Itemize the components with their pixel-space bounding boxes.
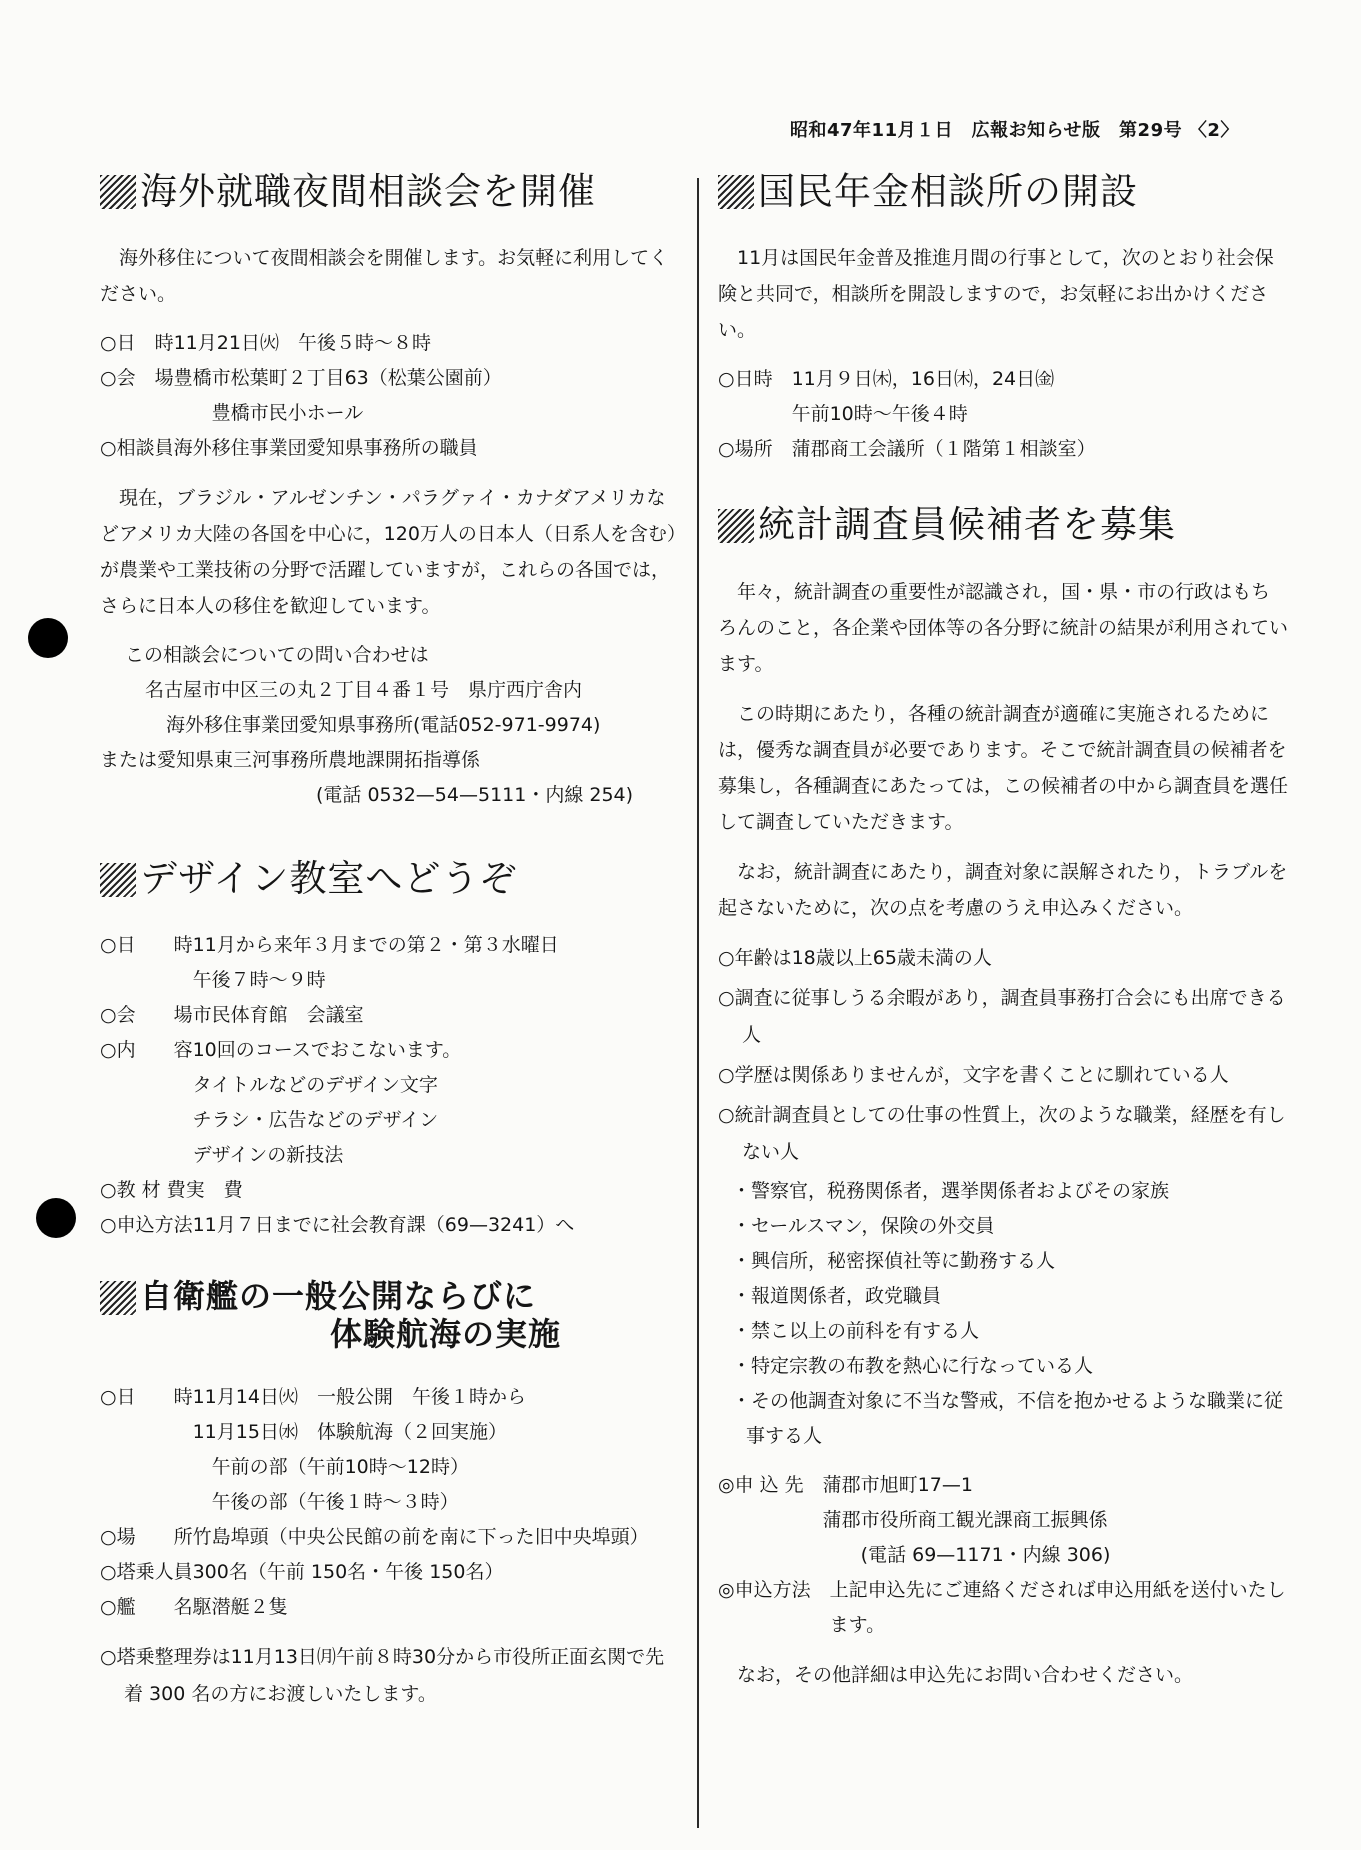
row-value-line: 蒲郡市役所商工観光課商工振興係 bbox=[822, 1508, 1108, 1531]
row-value bbox=[193, 1380, 680, 1520]
intro-text: 海外移住について夜間相談会を開催します。お気軽に利用してください。 bbox=[100, 247, 669, 306]
list-item: ・警察官，税務関係者，選挙関係者およびその家族 bbox=[732, 1179, 1170, 1202]
row-value-line: 駆潜艇２隻 bbox=[192, 1595, 288, 1618]
condition-item: ○統計調査員としての仕事の性質上，次のような職業，経歴を有しない人 bbox=[718, 1103, 1286, 1163]
row-label: ◎申込方法 bbox=[718, 1578, 830, 1601]
list-item: ・報道関係者，政党職員 bbox=[732, 1284, 942, 1307]
section-design-class bbox=[100, 857, 680, 1242]
row-value-line: 市民体育館 会議室 bbox=[192, 1003, 364, 1026]
closing-text: なお，その他詳細は申込先にお問い合わせください。 bbox=[737, 1663, 1194, 1686]
body-text: なお，統計調査にあたり，調査対象に誤解されたり，トラブルを起さないために，次の点を考慮のうえ申込みください。 bbox=[718, 860, 1288, 919]
info-row bbox=[100, 361, 680, 431]
row-label: ○相談員 bbox=[100, 437, 174, 460]
condition-item: ○学歴は関係ありませんが，文字を書くことに馴れている人 bbox=[718, 1063, 1229, 1086]
row-value bbox=[193, 1590, 680, 1625]
row-label: ○日 時 bbox=[100, 1385, 193, 1408]
section-title: 国民年金相談所の開設 bbox=[718, 170, 1288, 214]
info-row bbox=[100, 928, 680, 998]
contact-line: (電話 0532—54—5111・内線 254) bbox=[316, 784, 634, 807]
row-value-line: 豊橋市民小ホール bbox=[173, 402, 364, 425]
row-value-line: 実 費 bbox=[185, 1178, 243, 1201]
contact-line: この相談会についての問い合わせは bbox=[125, 644, 429, 667]
info-row bbox=[100, 326, 680, 361]
row-value bbox=[174, 361, 680, 431]
row-value-line: 蒲郡市旭町17—1 bbox=[822, 1473, 973, 1496]
contact-line: または愛知県東三河事務所農地課開拓指導係 bbox=[100, 749, 481, 772]
row-value bbox=[193, 1033, 680, 1173]
row-value bbox=[792, 432, 1288, 467]
row-value bbox=[823, 1468, 1288, 1573]
row-value-line: 11月14日㈫ 一般公開 午後１時から bbox=[192, 1385, 526, 1408]
row-label: ○日 時 bbox=[100, 933, 193, 956]
condition-item: ○年齢は18歳以上65歳未満の人 bbox=[718, 946, 992, 969]
row-value bbox=[174, 431, 680, 466]
section-title: デザイン教室へどうぞ bbox=[100, 857, 680, 901]
info-rows bbox=[100, 326, 680, 466]
row-value-line: 午前10時〜午後４時 bbox=[791, 403, 968, 426]
row-value bbox=[186, 1173, 680, 1208]
info-row bbox=[100, 1380, 680, 1520]
info-rows bbox=[100, 1380, 680, 1625]
punch-hole bbox=[36, 1198, 76, 1238]
section-title: 海外就職夜間相談会を開催 bbox=[100, 170, 680, 214]
row-value bbox=[174, 326, 680, 361]
list-item: ・セールスマン，保険の外交員 bbox=[732, 1214, 995, 1237]
row-value-line: 午後の部（午後１時〜３時） bbox=[192, 1490, 459, 1513]
info-row bbox=[100, 1520, 680, 1555]
info-row bbox=[100, 1033, 680, 1173]
row-label: ○申込方法 bbox=[100, 1213, 193, 1236]
row-value-line: 10回のコースでおこないます。 bbox=[192, 1038, 462, 1061]
contact-block bbox=[100, 638, 680, 813]
left-column bbox=[100, 170, 680, 1747]
row-value bbox=[830, 1573, 1288, 1643]
condition-item: ○調査に従事しうる余暇があり，調査員事務打合会にも出席できる人 bbox=[718, 986, 1286, 1046]
row-label: ○内 容 bbox=[100, 1038, 193, 1061]
section-pension-consultation bbox=[718, 170, 1288, 467]
row-value-line: 豊橋市松葉町２丁目63（松葉公園前） bbox=[173, 367, 502, 390]
row-label: ○教 材 費 bbox=[100, 1178, 186, 1201]
application-info bbox=[718, 1468, 1288, 1643]
conditions-list bbox=[718, 940, 1288, 1171]
intro-text: 11月は国民年金普及推進月間の行事として，次のとおり社会保険と共同で，相談所を開設しますので，お気軽にお出かけください。 bbox=[718, 247, 1274, 342]
row-label: ○艦 名 bbox=[100, 1595, 193, 1618]
row-value-line: 蒲郡商工会議所（１階第１相談室） bbox=[791, 438, 1096, 461]
section-statistics-recruitment bbox=[718, 503, 1288, 1692]
info-row bbox=[718, 1573, 1288, 1643]
list-item: ・禁こ以上の前科を有する人 bbox=[732, 1319, 980, 1342]
info-row bbox=[718, 362, 1288, 432]
row-value-line: 午前の部（午前10時〜12時） bbox=[192, 1455, 469, 1478]
row-value-line: 11月９日㈭，16日㈭，24日㈮ bbox=[791, 368, 1055, 391]
hatch-icon bbox=[718, 175, 754, 209]
row-value-line: デザインの新技法 bbox=[192, 1143, 344, 1166]
section-overseas-consultation bbox=[100, 170, 680, 813]
info-row bbox=[100, 1590, 680, 1625]
row-value-line: タイトルなどのデザイン文字 bbox=[192, 1073, 438, 1096]
body-text: 現在，ブラジル・アルゼンチン・パラグァイ・カナダアメリカなどアメリカ大陸の各国を中心に，120万人の日本人（日系人を含む）が農業や工業技術の分野で活躍していますが，これらの各国では，さらに日本人の移住を歓迎しています。 bbox=[100, 487, 677, 618]
row-value bbox=[193, 1208, 680, 1243]
row-label: ○日時 bbox=[718, 368, 792, 391]
row-value-line: 300名（午前 150名・午後 150名） bbox=[192, 1560, 504, 1583]
body-text: この時期にあたり，各種の統計調査が適確に実施されるためには，優秀な調査員が必要であります。そこで統計調査員の候補者を募集し，各種調査にあたっては，この候補者の中から調査員を選任して調査していただきます。 bbox=[718, 702, 1289, 833]
hatch-icon bbox=[100, 863, 136, 897]
page-header: 昭和47年11月１日 広報お知らせ版 第29号 〈2〉 bbox=[790, 120, 1239, 141]
section-title: 自衛艦の一般公開ならびに 体験航海の実施 bbox=[100, 1277, 680, 1354]
list-item: ・その他調査対象に不当な警戒，不信を抱かせるような職業に従事する人 bbox=[732, 1389, 1284, 1447]
row-value bbox=[193, 1555, 680, 1590]
hatch-icon bbox=[100, 1281, 136, 1315]
info-row bbox=[100, 998, 680, 1033]
row-value-line: 海外移住事業団愛知県事務所の職員 bbox=[173, 437, 478, 460]
info-row bbox=[100, 1555, 680, 1590]
row-label: ○日 時 bbox=[100, 332, 174, 355]
row-label: ○塔乗人員 bbox=[100, 1560, 193, 1583]
info-row bbox=[718, 1468, 1288, 1573]
row-value bbox=[193, 928, 680, 998]
punch-hole bbox=[28, 618, 68, 658]
row-value bbox=[193, 998, 680, 1033]
row-value-line: チラシ・広告などのデザイン bbox=[192, 1108, 439, 1131]
contact-line: 海外移住事業団愛知県事務所(電話052-971-9974) bbox=[166, 714, 601, 737]
row-value-line: 11月15日㈬ 体験航海（２回実施） bbox=[192, 1420, 507, 1443]
row-value-line: (電話 69—1171・内線 306) bbox=[822, 1543, 1111, 1566]
row-value-line: 11月から来年３月までの第２・第３水曜日 bbox=[192, 933, 559, 956]
hatch-icon bbox=[100, 175, 136, 209]
info-row bbox=[718, 432, 1288, 467]
row-value bbox=[792, 362, 1288, 432]
info-row bbox=[100, 1173, 680, 1208]
row-value-line: 午後７時〜９時 bbox=[192, 968, 326, 991]
row-value bbox=[193, 1520, 680, 1555]
excluded-occupations-list bbox=[718, 1174, 1288, 1454]
info-row bbox=[100, 1208, 680, 1243]
row-value-line: 上記申込先にご連絡くだされば申込用紙を送付いたします。 bbox=[829, 1578, 1286, 1636]
info-rows bbox=[718, 362, 1288, 467]
row-value-line: 11月７日までに社会教育課（69—3241）へ bbox=[192, 1213, 575, 1236]
note-text: ○塔乗整理券は11月13日㈪午前８時30分から市役所正面玄関で先着 300 名の方にお渡しいたします。 bbox=[100, 1645, 665, 1705]
right-column bbox=[718, 170, 1288, 1727]
row-value-line: 11月21日㈫ 午後５時〜８時 bbox=[173, 332, 431, 355]
section-self-defense-ship bbox=[100, 1277, 680, 1713]
info-rows bbox=[100, 928, 680, 1243]
list-item: ・興信所，秘密探偵社等に勤務する人 bbox=[732, 1249, 1056, 1272]
row-value-line: 竹島埠頭（中央公民館の前を南に下った旧中央埠頭） bbox=[192, 1525, 649, 1548]
section-title: 統計調査員候補者を募集 bbox=[718, 503, 1288, 547]
body-text: 年々，統計調査の重要性が認識され，国・県・市の行政はもちろんのこと，各企業や団体等の各分野に統計の結果が利用されています。 bbox=[718, 580, 1289, 675]
row-label: ○会 場 bbox=[100, 367, 174, 390]
list-item: ・特定宗教の布教を熱心に行なっている人 bbox=[732, 1354, 1094, 1377]
row-label: ○場所 bbox=[718, 438, 792, 461]
row-label: ◎申 込 先 bbox=[718, 1473, 823, 1496]
contact-line: 名古屋市中区三の丸２丁目４番１号 県庁西庁舎内 bbox=[145, 679, 583, 702]
hatch-icon bbox=[718, 509, 754, 543]
row-label: ○会 場 bbox=[100, 1003, 193, 1026]
info-row bbox=[100, 431, 680, 466]
row-label: ○場 所 bbox=[100, 1525, 193, 1548]
column-divider bbox=[697, 178, 699, 1828]
